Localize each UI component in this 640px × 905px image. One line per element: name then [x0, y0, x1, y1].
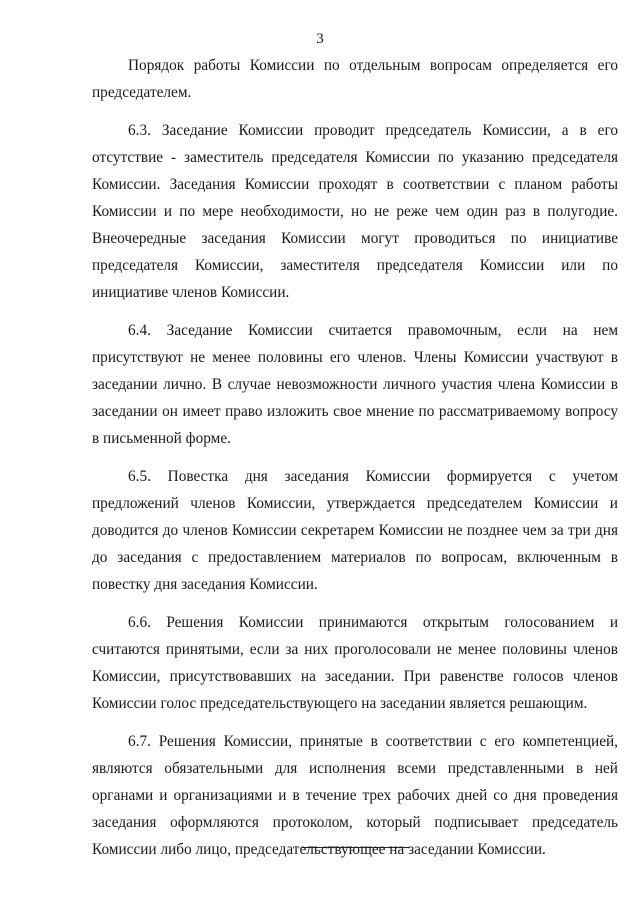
paragraph-6-4-quorum: 6.4. Заседание Комиссии считается правомочным, если на нем присутствуют не менее половины его членов. Члены Комиссии участвуют в заседании лично. В случае невозможности личного участия члена Комиссии в заседании он имеет право изложить свое мнение по рассматриваемому вопросу в письменной форме.: [92, 322, 618, 447]
paragraph-commission-procedure: Порядок работы Комиссии по отдельным вопросам определяется его председателем.: [92, 57, 618, 101]
document-body: [92, 52, 618, 874]
page-number: 3: [316, 31, 324, 47]
paragraph-6-5-agenda: 6.5. Повестка дня заседания Комиссии формируется с учетом предложений членов Комиссии, утверждается председателем Комиссии и доводится до членов Комиссии секретарем Комиссии не позднее чем за три дня до заседания с предоставлением материалов по вопросам, включенным в повестку дня заседания Комиссии.: [92, 468, 618, 593]
end-separator-line: [302, 847, 410, 848]
paragraph-6-3-meeting-chair: 6.3. Заседание Комиссии проводит председатель Комиссии, а в его отсутствие - заместитель председателя Комиссии по указанию председателя Комиссии. Заседания Комиссии проходят в соответствии с планом работы Комиссии и по мере необходимости, но не реже чем один раз в полугодие. Внеочередные заседания Комиссии могут проводиться по инициативе председателя Комиссии, заместителя председателя Комиссии или по инициативе членов Комиссии.: [92, 122, 618, 301]
paragraph-6-6-voting: 6.6. Решения Комиссии принимаются открытым голосованием и считаются принятыми, если за них проголосовали не менее половины членов Комиссии, присутствовавших на заседании. При равенстве голосов членов Комиссии голос председательствующего на заседании является решающим.: [92, 614, 618, 712]
paragraph-6-7-decisions: 6.7. Решения Комиссии, принятые в соответствии с его компетенцией, являются обязательными для исполнения всеми представленными в ней органами и организациями и в течение трех рабочих дней со дня проведения заседания оформляются протоколом, который подписывает председатель Комиссии либо лицо, председательствующее на заседании Комиссии.: [92, 733, 618, 858]
